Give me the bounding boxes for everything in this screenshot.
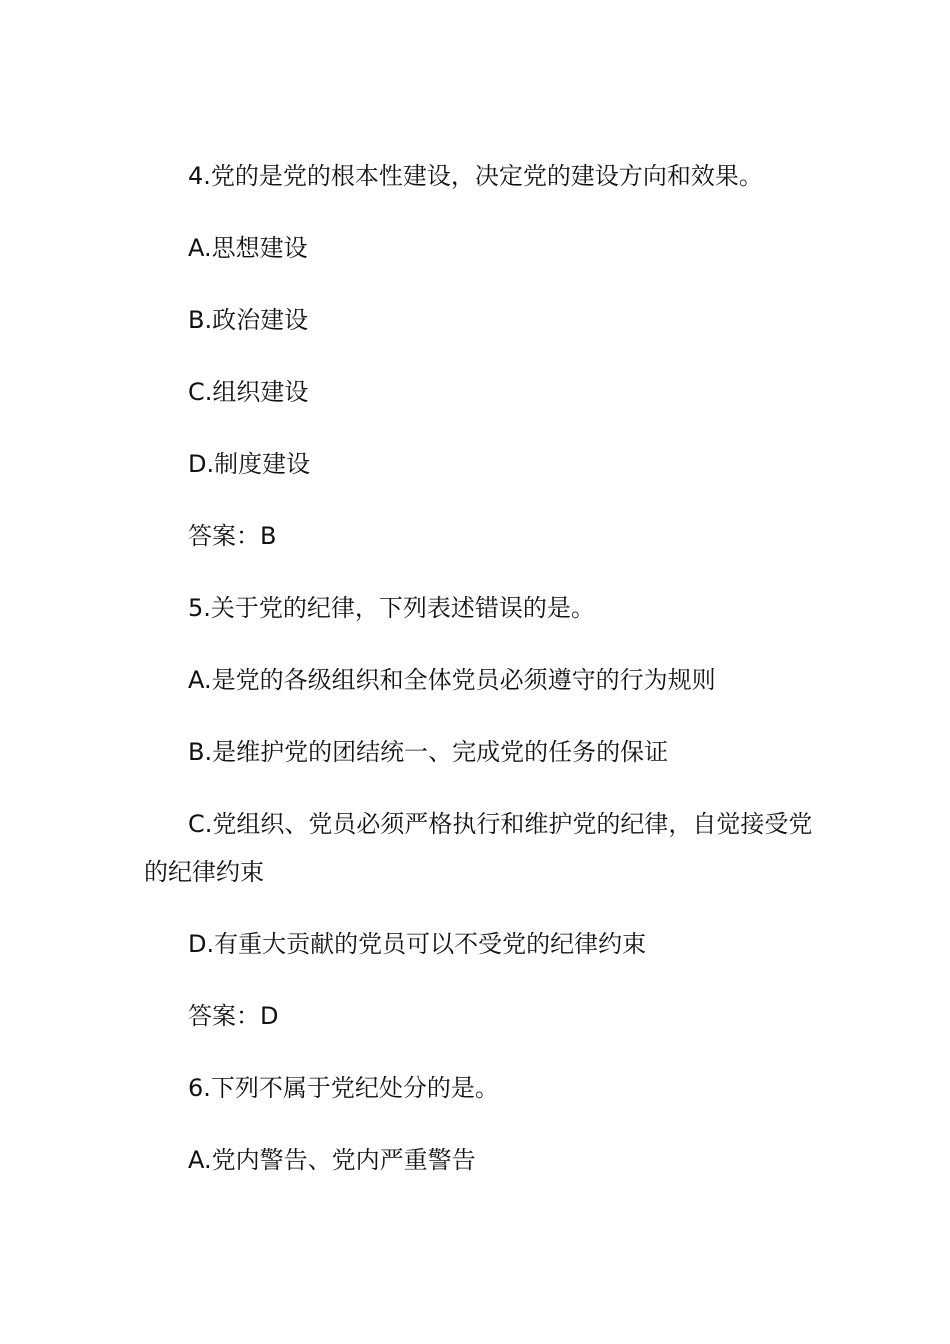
option-item: D.有重大贡献的党员可以不受党的纪律约束 bbox=[188, 930, 647, 958]
option-item: B.是维护党的团结统一、完成党的任务的保证 bbox=[188, 738, 669, 766]
option-item: A.是党的各级组织和全体党员必须遵守的行为规则 bbox=[188, 666, 716, 694]
option-item: A.党内警告、党内严重警告 bbox=[188, 1146, 476, 1174]
option-item: D.制度建设 bbox=[188, 450, 311, 478]
question-stem: 5.关于党的纪律，下列表述错误的是。 bbox=[188, 594, 595, 622]
option-item: A.思想建设 bbox=[188, 234, 308, 262]
option-item: C.党组织、党员必须严格执行和维护党的纪律，自觉接受党的纪律约束 bbox=[144, 810, 813, 886]
question-stem: 6.下列不属于党纪处分的是。 bbox=[188, 1074, 499, 1102]
option-item: B.政治建设 bbox=[188, 306, 309, 334]
answer-line: 答案：D bbox=[188, 1002, 279, 1030]
question-stem: 4.党的是党的根本性建设，决定党的建设方向和效果。 bbox=[188, 162, 763, 190]
document-body bbox=[144, 152, 814, 1208]
option-item: C.组织建设 bbox=[188, 378, 309, 406]
answer-line: 答案：B bbox=[188, 522, 277, 550]
